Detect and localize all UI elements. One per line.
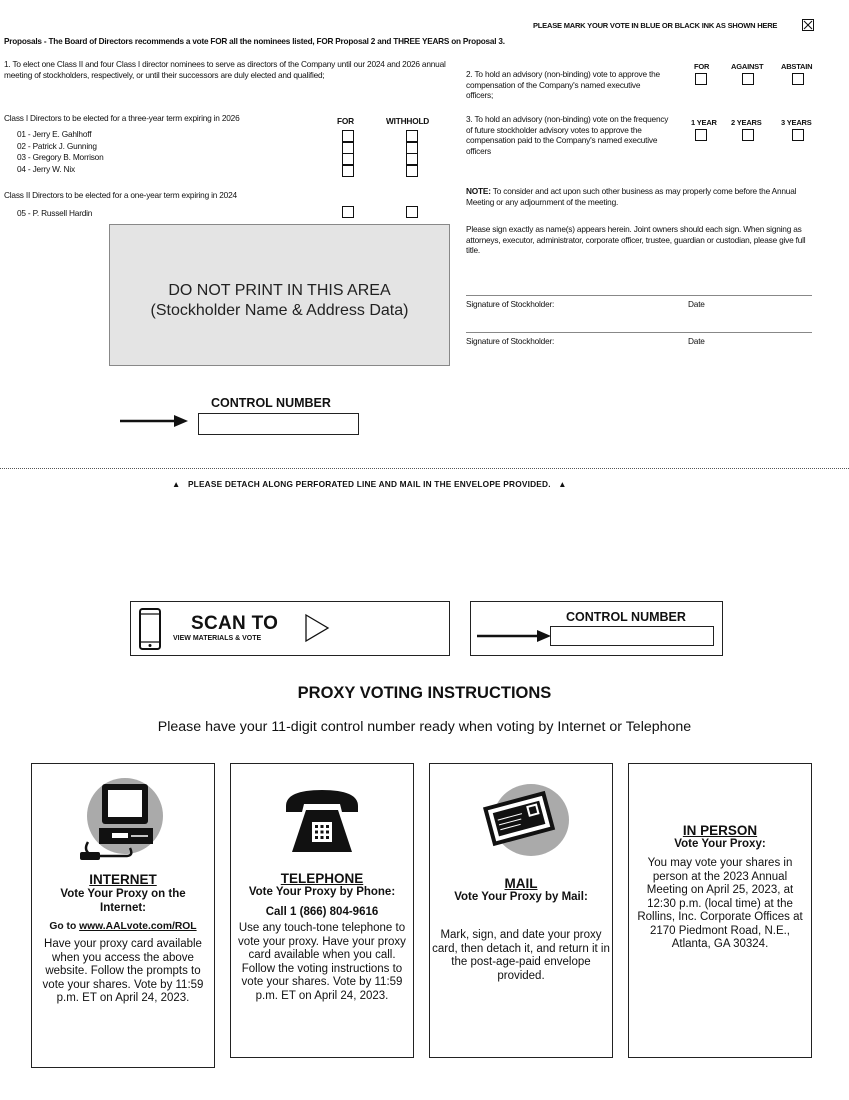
telephone-body: Use any touch-tone telephone to vote your proxy. Have your proxy card available when you call. Follow the voting instructions to vote your shares. Vote by 11:59 p.m. ET on April 24, 2023.	[238, 922, 406, 1002]
p2-against-checkbox[interactable]	[742, 73, 754, 85]
proposal1-text: 1. To elect one Class II and four Class I director nominees to serve as directors of the Company until our 2024 and 2026 annual meeting of stockholders, respectively, or until their successors are duly elected and qualified;	[4, 59, 446, 80]
nominee-03-withhold-checkbox[interactable]	[406, 153, 418, 165]
in-person-heading: Vote Your Proxy:	[674, 838, 766, 850]
p1-col-withhold: WITHHOLD	[386, 116, 430, 126]
in-person-title: IN PERSON	[682, 823, 758, 838]
control-number-box	[470, 601, 723, 656]
nominee-04-for-checkbox[interactable]	[342, 165, 354, 177]
address-box-line1: DO NOT PRINT IN THIS AREA	[168, 282, 391, 299]
mail-heading: Vote Your Proxy by Mail:	[454, 891, 588, 903]
control-number-label-top: CONTROL NUMBER	[211, 396, 331, 410]
address-box	[109, 224, 450, 366]
p3-col-2years: 2 YEARS	[731, 118, 762, 127]
play-triangle-icon	[304, 613, 330, 648]
internet-heading: Vote Your Proxy on the Internet:	[60, 888, 186, 914]
signature-line-1	[466, 295, 812, 296]
telephone-title: TELEPHONE	[280, 871, 364, 886]
p3-3years-checkbox[interactable]	[792, 129, 804, 141]
proposal2-text: 2. To hold an advisory (non-binding) vote to approve the compensation of the Company's named executive officers;	[466, 69, 660, 100]
p2-col-abstain: ABSTAIN	[781, 62, 813, 71]
internet-goto-prefix: Go to	[49, 921, 80, 932]
nominee-04-withhold-checkbox[interactable]	[406, 165, 418, 177]
nominee-02-for-checkbox[interactable]	[342, 142, 354, 154]
nominee-02: 02 - Patrick J. Gunning	[17, 140, 97, 151]
signature-line-2	[466, 332, 812, 333]
nominee-01-for-checkbox[interactable]	[342, 130, 354, 142]
class1-heading: Class I Directors to be elected for a three-year term expiring in 2026	[4, 113, 240, 123]
arrow-right-icon	[477, 628, 553, 649]
p3-col-1year: 1 YEAR	[691, 118, 717, 127]
mail-title: MAIL	[504, 876, 538, 891]
nominee-05-for-checkbox[interactable]	[342, 206, 354, 218]
nominee-04: 04 - Jerry W. Nix	[17, 163, 75, 174]
note-block	[466, 186, 816, 207]
date-label-1: Date	[688, 299, 705, 309]
p2-col-against: AGAINST	[731, 62, 764, 71]
mark-instruction: PLEASE MARK YOUR VOTE IN BLUE OR BLACK INK AS SHOWN HERE	[533, 21, 778, 30]
p3-1year-checkbox[interactable]	[695, 129, 707, 141]
p2-abstain-checkbox[interactable]	[792, 73, 804, 85]
nominee-03: 03 - Gregory B. Morrison	[17, 152, 104, 162]
nominee-01-withhold-checkbox[interactable]	[406, 130, 418, 142]
proposals-heading: Proposals - The Board of Directors recommends a vote FOR all the nominees listed, FOR Proposal 2 and THREE YEARS on Proposal 3.	[4, 37, 505, 46]
address-box-line2: (Stockholder Name & Address Data)	[150, 302, 409, 319]
envelope-icon	[471, 776, 571, 858]
mail-body: Mark, sign, and date your proxy card, then detach it, and return it in the post-age-paid envelope provided.	[432, 929, 610, 982]
telephone-call[interactable]: Call 1 (866) 804-9616	[265, 906, 379, 918]
checkbox-x-icon	[802, 19, 814, 31]
note-text: To consider and act upon such other business as may properly come before the Annual Meeting or any adjournment of the meeting.	[466, 186, 797, 207]
nominee-02-withhold-checkbox[interactable]	[406, 142, 418, 154]
proposal3-text: 3. To hold an advisory (non-binding) vote on the frequency of future stockholder advisory votes to approve the compensation paid to the Company's named executive officers	[466, 114, 669, 156]
sign-instructions: Please sign exactly as name(s) appears herein. Joint owners should each sign. When signing as attorneys, executor, administrator, corporate officer, trustee, guardian or custodian, please give full title.	[466, 224, 806, 255]
p3-col-3years: 3 YEARS	[781, 118, 812, 127]
note-label: NOTE:	[466, 186, 491, 196]
nominee-01: 01 - Jerry E. Gahlhoff	[17, 129, 92, 139]
triangle-up-icon: ▲	[172, 479, 181, 489]
p2-for-checkbox[interactable]	[695, 73, 707, 85]
triangle-up-icon: ▲	[558, 479, 567, 489]
instructions-subtitle: Please have your 11-digit control number ready when voting by Internet or Telephone	[157, 719, 692, 735]
in-person-body: You may vote your shares in person at the 2023 Annual Meeting on April 25, 2023, at 12:30 p.m. (local time) at the Rollins, Inc. Corporate Offices at 2170 Piedmont Road, N.E., Atlanta, GA 30324.	[637, 857, 803, 950]
signature-field-2[interactable]	[466, 308, 812, 332]
smartphone-icon	[139, 608, 161, 655]
internet-panel	[31, 763, 215, 1068]
detach-text: PLEASE DETACH ALONG PERFORATED LINE AND MAIL IN THE ENVELOPE PROVIDED.	[187, 479, 551, 489]
telephone-icon	[282, 786, 362, 856]
telephone-panel	[230, 763, 414, 1058]
signature-label-2: Signature of Stockholder:	[466, 336, 555, 346]
internet-goto	[32, 921, 214, 932]
computer-icon	[68, 776, 178, 864]
p3-2years-checkbox[interactable]	[742, 129, 754, 141]
nominee-03-for-checkbox[interactable]	[342, 153, 354, 165]
nominee-05: 05 - P. Russell Hardin	[17, 208, 93, 218]
internet-title: INTERNET	[89, 872, 157, 887]
perforated-line	[0, 468, 849, 469]
p2-col-for: FOR	[694, 62, 710, 71]
control-number-input-bottom[interactable]	[550, 626, 714, 646]
class2-heading: Class II Directors to be elected for a one-year term expiring in 2024	[4, 190, 237, 200]
instructions-title: PROXY VOTING INSTRUCTIONS	[297, 684, 552, 702]
control-number-input-top[interactable]	[198, 413, 359, 435]
scan-big-text: SCAN TO	[191, 613, 279, 634]
p1-col-for: FOR	[337, 116, 354, 126]
arrow-right-icon	[120, 413, 190, 434]
date-label-2: Date	[688, 336, 705, 346]
internet-body: Have your proxy card available when you access the above website. Follow the prompts to vote your shares. Vote by 11:59 p.m. ET on April 24, 2023.	[42, 938, 204, 1004]
in-person-panel	[628, 763, 812, 1058]
control-number-label-bottom: CONTROL NUMBER	[566, 610, 686, 624]
detach-row	[172, 479, 567, 489]
scan-small-text: VIEW MATERIALS & VOTE	[173, 635, 262, 642]
telephone-heading: Vote Your Proxy by Phone:	[248, 886, 396, 898]
signature-label-1: Signature of Stockholder:	[466, 299, 555, 309]
internet-url-link[interactable]: www.AALvote.com/ROL	[79, 921, 197, 932]
signature-field-1[interactable]	[466, 270, 812, 294]
mail-panel	[429, 763, 613, 1058]
scan-box[interactable]	[130, 601, 450, 656]
nominee-05-withhold-checkbox[interactable]	[406, 206, 418, 218]
